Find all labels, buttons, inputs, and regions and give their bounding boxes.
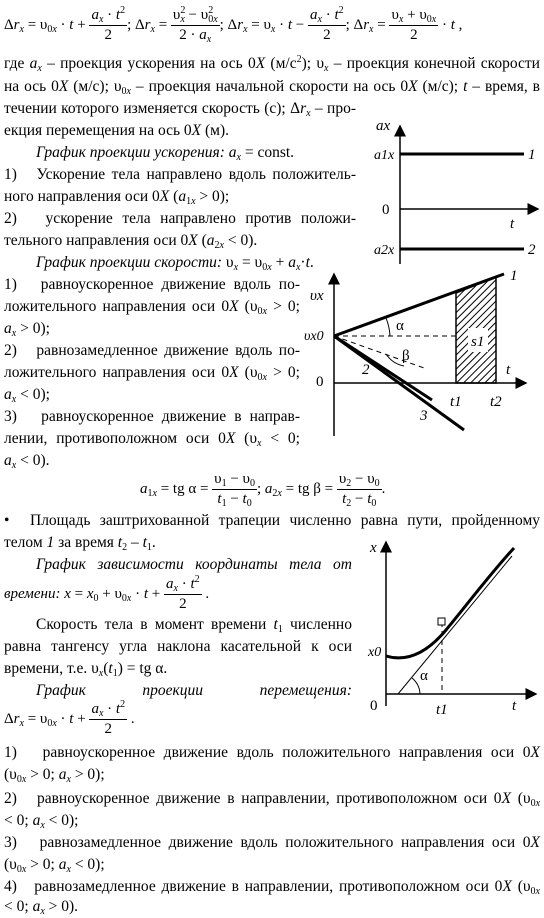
definitions-line-2: на ось 0X (м/с); $\upsilon_{0x}$ – проекция начальной скорости на ось 0X (м/с); t – время, в [4, 78, 540, 97]
coord-origin-label: 0 [370, 698, 378, 714]
accel-line-2-number: 2 [528, 242, 536, 258]
tangent-line [398, 556, 512, 694]
disp-item-3a: 3) равнозамедленное движение вдоль положительного направления оси 0X [4, 834, 540, 851]
vel-item-2b: ложительного направления оси 0X ($\upsilon_{0x} > 0$; [4, 364, 300, 383]
coord-alpha-label: α [420, 668, 428, 684]
alpha-label: α [396, 318, 404, 334]
velocity-graph [304, 266, 532, 438]
coord-t1-label: t1 [436, 702, 448, 718]
velocity-graph-title: График проекции скорости: $\upsilon_x = \upsilon_{0x} + a_x\cdot t$. [36, 254, 314, 273]
coord-y-label: x [370, 540, 377, 556]
velocity-t1-label: t1 [450, 394, 462, 410]
velocity-line-2-number: 2 [362, 362, 370, 378]
velocity-line-3-number: 3 [420, 408, 428, 424]
vel-item-3c: $a_x < 0$). [4, 452, 50, 471]
beta-label: β [402, 348, 410, 364]
area-s1-label: s1 [471, 334, 485, 350]
disp-item-1b: ($\upsilon_{0x} > 0$; $a_x > 0$); [4, 766, 105, 785]
accel-item-1a: 1) Ускорение тела направлено вдоль положитель- [4, 166, 356, 183]
disp-item-4b: < 0; $a_x > 0$). [4, 898, 79, 917]
definitions-line-3: течении которого изменяется скорость (с); $\Delta r_x - про-$ [4, 100, 356, 119]
velocity-v0-label: υx0 [304, 329, 324, 344]
accel-t-label: t [510, 216, 515, 232]
tangent-point [438, 618, 445, 625]
velocity-t-label: t [506, 362, 511, 378]
disp-item-2b: < 0; $a_x < 0$); [4, 812, 79, 831]
accel-item-2b: тельного направления оси 0X $(a_{2x} < 0)$. [4, 232, 258, 251]
accel-a1x-label: a1x [374, 148, 395, 163]
velocity-y-label: υx [310, 288, 324, 304]
vel-item-2c: $a_x < 0$); [4, 386, 50, 405]
velocity-origin-label: 0 [316, 374, 324, 390]
alpha-arc [386, 318, 390, 336]
coord-curve [386, 548, 514, 658]
vel-item-1c: $a_x > 0$); [4, 320, 50, 339]
disp-item-3b: ($\upsilon_{0x} > 0$; $a_x < 0$); [4, 856, 105, 875]
accel-graph-title: График проекции ускорения: $a_x$ = const. [36, 144, 295, 163]
vel-item-2a: 2) равнозамедленное движение вдоль по- [4, 342, 300, 359]
definitions-line-4: екция перемещения на ось 0X (м). [4, 122, 230, 139]
tangent-line-2: равна тангенсу угла наклона касательной к оси [4, 638, 352, 655]
coord-x0-label: x0 [368, 645, 382, 660]
disp-item-4a: 4) равнозамедленное движение в направлении, противоположном оси 0X ($\upsilon_{0x}$ [4, 878, 540, 897]
accel-y-label: ax [376, 118, 391, 134]
tangent-line-1: Скорость тела в момент времени $t_1$ численно [36, 616, 352, 635]
beta-dashed-line [334, 336, 424, 368]
displacement-formula: $\Delta r_x = \upsilon_{0x} \cdot t$ + $\frac{a_x \cdot t^2}{2}$ . [4, 699, 135, 737]
coord-graph-formula: времени: $x = x_0 + \upsilon_{0x} \cdot t$ + $\frac{a_x \cdot t^2}{2}$ . [4, 574, 210, 612]
area-statement-line-2: телом 1 за время $t_2 - t_1$. [4, 534, 156, 553]
acceleration-graph [360, 112, 544, 272]
accel-item-1b: ного направления оси 0X $(a_{1x} > 0)$; [4, 188, 230, 207]
velocity-t2-label: t2 [490, 394, 502, 410]
coord-t-label: t [512, 698, 517, 714]
definitions-line-1: где $a_x$ – проекция ускорения на ось 0X $(м/с^2)$; $\upsilon_x$ – проекция конечной скорости [4, 54, 540, 74]
disp-item-1a: 1) равноускоренное движение вдоль положительного направления оси 0X [4, 744, 540, 761]
tangent-line-3: времени, т.е. $\upsilon_x(t_1)$ = tg α. [4, 660, 168, 679]
displacement-graph-title: График проекции перемещения: [36, 682, 352, 699]
velocity-line-1-number: 1 [510, 268, 518, 284]
accel-line-1-number: 1 [528, 147, 536, 163]
vel-item-1a: 1) равноускоренное движение вдоль по- [4, 276, 300, 293]
vel-item-1b: ложительного направления оси 0X ($\upsilon_{0x} > 0$; [4, 298, 300, 317]
accel-origin-label: 0 [382, 202, 390, 218]
disp-item-2a: 2) равноускоренное движение в направлении, противоположном оси 0X ($\upsilon_{0x}$ [4, 790, 541, 809]
area-statement-line-1: • Площадь заштрихованной трапеции численно равна пути, пройденному [4, 512, 540, 529]
coordinate-graph [362, 534, 540, 722]
vel-item-3b: лении, противоположном оси 0X ($\upsilon_x < 0$; [4, 430, 300, 449]
slope-formulas: $a_{1x}$ = tg α = $\frac{\upsilon_1 - \upsilon_0}{t_1 - t_0}$ ; $a_{2x}$ = tg β = $\frac{\upsilon_2 - \upsilon_0}{t_2 - t_0}$ . [140, 471, 386, 509]
coord-alpha-arc [412, 678, 420, 694]
displacement-formulas: $\Delta r_x = \upsilon_{0x} \cdot t$ + $\frac{a_x \cdot t^2}{2}$ ; $\Delta r_x$ = $\frac{\upsilon^2_x - \upsilon^2_{0x}}{2 \cdot a_x}$ ; $\Delta r_x = \upsilon_x \cdot t$ − $\frac{a_x \cdot t^2}{2}$ ; $\Delta r_x$ = $\frac{\upsilon_x + \upsilon_{0x}}{2}$ · t , [4, 5, 463, 45]
vel-item-3a: 3) равноускоренное движение в направ- [4, 408, 300, 425]
coord-graph-title: График зависимости координаты тела от [36, 556, 352, 573]
accel-item-2a: 2) ускорение тела направлено против положи- [4, 210, 356, 227]
accel-a2x-label: a2x [374, 243, 395, 258]
